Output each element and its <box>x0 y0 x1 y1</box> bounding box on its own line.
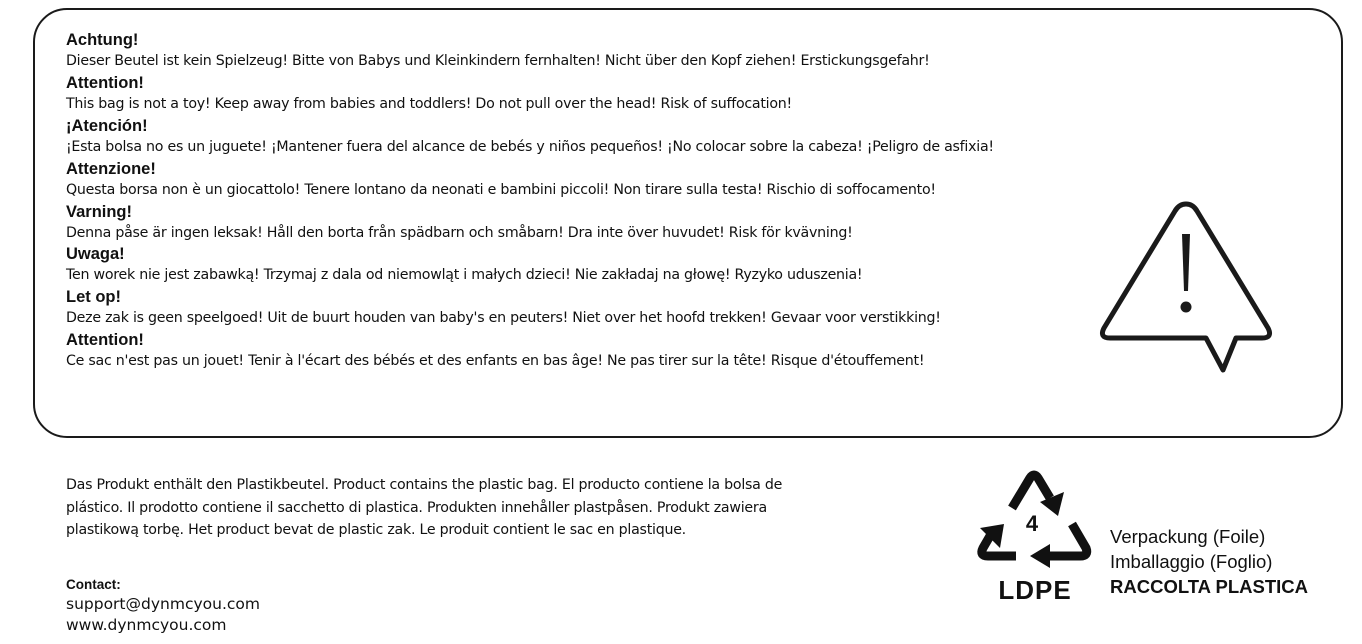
contact-email: support@dynmcyou.com <box>66 595 260 613</box>
warning-text: ¡Esta bolsa no es un juguete! ¡Mantener fuera del alcance de bebés y niños pequeños! ¡No colocar sobre la cabeza! ¡Peligro de asfixia! <box>66 138 994 155</box>
warning-heading: Uwaga! <box>66 245 125 264</box>
warning-en <box>66 73 1176 116</box>
warning-heading: Attention! <box>66 73 144 92</box>
warning-it <box>66 159 1176 202</box>
contact-label: Contact: <box>66 577 121 592</box>
product-note-line: plastikową torbę. Het product bevat de plastic zak. Le produit contient le sac en plastique. <box>66 522 686 538</box>
recycle-code: LDPE <box>998 575 1072 605</box>
warning-heading: Varning! <box>66 202 133 221</box>
warning-heading: ¡Atención! <box>66 116 148 135</box>
warning-text: Dieser Beutel ist kein Spielzeug! Bitte von Babys und Kleinkindern fernhalten! Nicht über den Kopf ziehen! Erstickungsgefahr! <box>66 53 930 69</box>
recycling-line: Verpackung (Foile) <box>1110 526 1266 547</box>
warning-heading: Let op! <box>66 288 121 307</box>
warning-text: This bag is not a toy! Keep away from babies and toddlers! Do not pull over the head! Risk of suffocation! <box>66 95 792 112</box>
recycling-line-bold: RACCOLTA PLASTICA <box>1110 576 1308 597</box>
warning-fr <box>66 330 1176 373</box>
product-note-line: plástico. Il prodotto contiene il sacchetto di plastica. Produkten innehåller plastpåsen. Produkt zawiera <box>66 499 767 516</box>
warning-heading: Attention! <box>66 331 144 350</box>
product-note <box>66 474 936 542</box>
contact-block <box>66 576 260 636</box>
warning-text: Questa borsa non è un giocattolo! Tenere lontano da neonati e bambini piccoli! Non tirare sulla testa! Rischio di soffocamento! <box>66 181 936 198</box>
warning-sv <box>66 202 1176 245</box>
recycle-number: 4 <box>1025 511 1039 536</box>
warning-nl <box>66 287 1176 330</box>
warning-text: Ce sac n'est pas un jouet! Tenir à l'écart des bébés et des enfants en bas âge! Ne pas tirer sur la tête! Risque d'étouffement! <box>66 353 925 370</box>
warning-triangle-icon <box>1096 192 1276 377</box>
warning-heading: Attenzione! <box>66 159 156 178</box>
product-note-line: Das Produkt enthält den Plastikbeutel. Product contains the plastic bag. El producto contiene la bolsa de <box>66 477 783 493</box>
warning-de <box>66 30 1176 73</box>
warning-text: Deze zak is geen speelgoed! Uit de buurt houden van baby's en peuters! Niet over het hoofd trekken! Gevaar voor verstikking! <box>66 310 941 327</box>
contact-website: www.dynmcyou.com <box>66 616 227 634</box>
warning-text: Denna påse är ingen leksak! Håll den borta från spädbarn och småbarn! Dra inte över huvudet! Risk för kvävning! <box>66 224 853 241</box>
warnings-list <box>66 30 1176 373</box>
recycling-line: Imballaggio (Foglio) <box>1110 551 1273 572</box>
warning-es <box>66 116 1176 159</box>
warning-text: Ten worek nie jest zabawką! Trzymaj z dala od niemowląt i małych dzieci! Nie zakładaj na głowę! Ryzyko uduszenia! <box>66 267 863 284</box>
warning-pl <box>66 244 1176 287</box>
recycling-info <box>1110 524 1308 599</box>
warning-heading: Achtung! <box>66 31 139 49</box>
